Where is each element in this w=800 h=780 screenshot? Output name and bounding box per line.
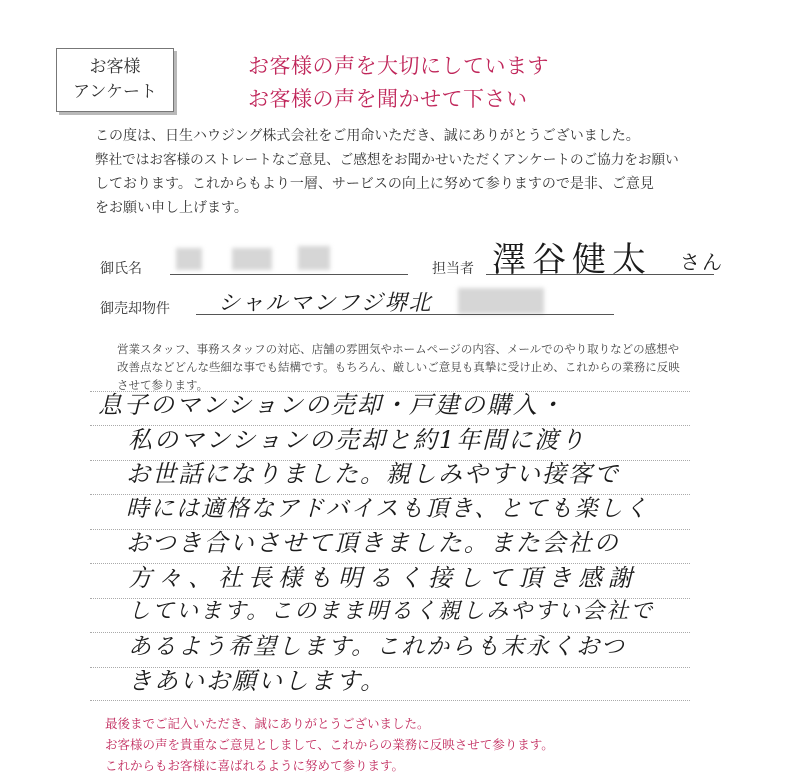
footer-line: お客様の声を貴重なご意見としまして、これからの業務に反映させて参ります。 <box>105 737 554 752</box>
guide-line: させて参ります。 <box>117 378 209 392</box>
intro-line: をお願い申し上げます。 <box>95 200 248 216</box>
guide-line: 営業スタッフ、事務スタッフの対応、店舗の雰囲気やホームページの内容、メールでのやり取りなどの感想や <box>117 342 680 356</box>
comment-line: おつき合いさせて頂きました。また会社の <box>126 529 620 557</box>
redacted-property-block <box>458 288 544 314</box>
comment-line: 私のマンションの売却と約1年間に渡り <box>128 425 587 454</box>
staff-honorific-handwritten: さん <box>680 250 724 274</box>
intro-line: この度は、日生ハウジング株式会社をご用命いただき、誠にありがとうございました。 <box>95 128 640 144</box>
closing-message <box>105 713 554 776</box>
footer-line: 最後までご記入いただき、誠にありがとうございました。 <box>105 716 430 731</box>
headline-line-2: お客様の声を聞かせて下さい <box>248 87 528 111</box>
property-name-handwritten: シャルマンフジ堺北 <box>218 291 433 316</box>
name-label: 御氏名 <box>100 261 142 277</box>
property-underline <box>196 314 614 315</box>
badge-line-2: アンケート <box>73 82 157 102</box>
comment-line: きあいお願いします。 <box>128 667 387 695</box>
redacted-name-block <box>176 248 202 270</box>
staff-label: 担当者 <box>432 261 474 277</box>
staff-name-handwritten: 澤谷健太 <box>492 240 652 280</box>
guide-line: 改善点などどんな些細な事でも結構です。もちろん、厳しいご意見も真摯に受け止め、これからの業務に反映 <box>117 360 680 374</box>
intro-line: 弊社ではお客様のストレートなご意見、ご感想をお聞かせいただくアンケートのご協力をお願い <box>95 152 679 168</box>
headline-line-1: お客様の声を大切にしています <box>248 54 549 78</box>
handwritten-comment <box>98 388 698 699</box>
intro-line: しております。これからもより一層、サービスの向上に努めて参りますので是非、ご意見 <box>95 176 654 192</box>
comment-line: しています。このまま明るく親しみやすい会社で <box>128 599 655 624</box>
comment-line: あるよう希望します。これからも末永くおつ <box>128 633 626 660</box>
name-underline <box>170 274 408 275</box>
comment-line: 息子のマンションの売却・戸建の購入・ <box>98 391 565 419</box>
redacted-name-block <box>232 248 272 270</box>
intro-paragraph <box>95 124 735 220</box>
footer-line: これからもお客様に喜ばれるように努めて参ります。 <box>105 758 405 773</box>
survey-badge <box>56 48 174 112</box>
comment-line: お世話になりました。親しみやすい接客で <box>126 460 620 488</box>
comment-line: 時には適格なアドバイスも頂き、とても楽しく <box>126 495 650 522</box>
comment-guidance <box>117 340 717 394</box>
staff-underline <box>486 274 714 275</box>
redacted-name-block <box>298 246 330 270</box>
badge-line-1: お客様 <box>89 57 141 77</box>
property-label: 御売却物件 <box>100 301 170 317</box>
comment-line: 方々、社長様も明るく接して頂き感謝 <box>128 563 638 592</box>
